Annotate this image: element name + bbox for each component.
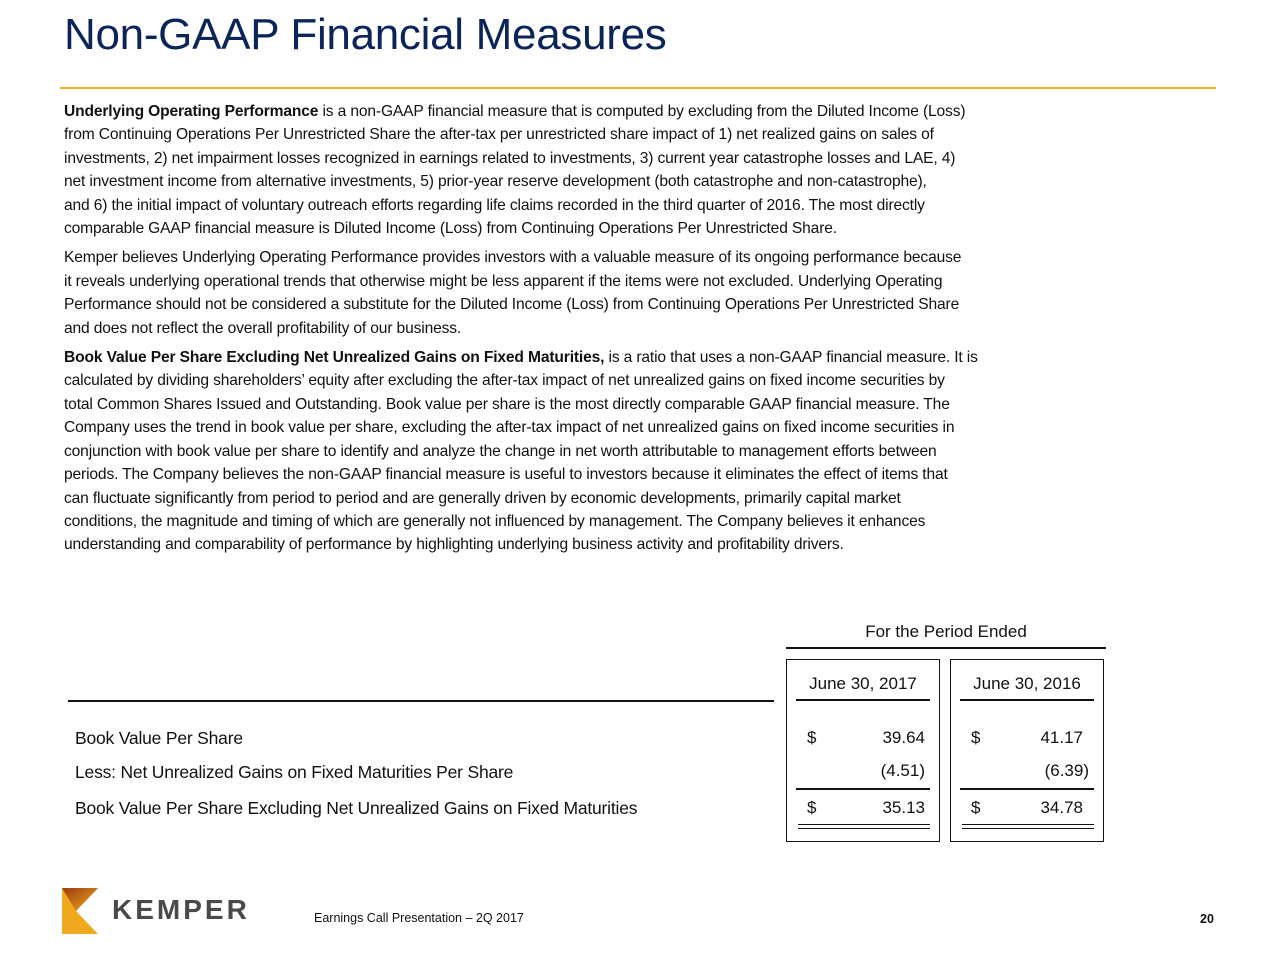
text-line: and does not reflect the overall profitability of our business.	[64, 319, 462, 337]
row-label-net-unrealized-gains: Less: Net Unrealized Gains on Fixed Maturities Per Share	[75, 762, 514, 782]
paragraph-underlying-operating-performance	[64, 100, 1224, 240]
text-line: understanding and comparability of performance by highlighting underlying business activity and profitability drivers.	[64, 536, 844, 554]
footer-presentation-title: Earnings Call Presentation – 2Q 2017	[314, 911, 524, 925]
column-june-2016	[950, 659, 1104, 842]
column-june-2017	[786, 659, 940, 842]
body-text	[64, 100, 1224, 563]
subtotal-rule	[960, 788, 1094, 790]
currency-symbol: $	[971, 728, 981, 747]
text-line: conditions, the magnitude and timing of which are generally not influenced by management. The Company believes it enhances	[64, 512, 926, 530]
text-line: Company uses the trend in book value per share, excluding the after-tax impact of net unrealized gains on fixed income securities in	[64, 419, 955, 437]
text-line	[64, 346, 1224, 369]
total-double-rule	[962, 824, 1094, 829]
total-double-rule	[798, 824, 930, 829]
subtotal-rule	[796, 788, 930, 790]
column-header: June 30, 2016	[973, 674, 1081, 693]
text-line: calculated by dividing shareholders’ equity after excluding the after-tax impact of net unrealized gains on fixed income securities by	[64, 372, 945, 390]
text-line: and 6) the initial impact of voluntary outreach efforts regarding life claims recorded in the third quarter of 2016. The most directly	[64, 196, 925, 214]
cell-value: 41.17	[1040, 728, 1083, 747]
row-label-book-value-excluding: Book Value Per Share Excluding Net Unrealized Gains on Fixed Maturities	[75, 798, 638, 818]
page-number: 20	[1200, 912, 1214, 926]
page-title: Non-GAAP Financial Measures	[64, 10, 667, 59]
paragraph-kemper-believes	[64, 246, 1224, 340]
text-line: conjunction with book value per share to identify and analyze the change in net worth attributable to management efforts between	[64, 442, 937, 460]
column-header: June 30, 2017	[809, 674, 917, 693]
cell-value: (4.51)	[880, 761, 925, 780]
currency-symbol: $	[971, 798, 981, 817]
cell-value: (6.39)	[1044, 761, 1089, 780]
period-header-rule	[786, 647, 1106, 649]
cell-value: 34.78	[1040, 798, 1083, 817]
text-line: from Continuing Operations Per Unrestricted Share the after-tax per unrestricted share impact of 1) net realized gains on sales of	[64, 126, 934, 144]
text-line	[64, 100, 1224, 123]
text-line: Kemper believes Underlying Operating Performance provides investors with a valuable measure of its ongoing performance because	[64, 249, 962, 267]
column-header-rule	[796, 699, 930, 701]
kemper-logo-text: KEMPER	[112, 894, 250, 925]
text-line: periods. The Company believes the non-GAAP financial measure is useful to investors because it eliminates the effect of items that	[64, 466, 948, 484]
currency-symbol: $	[807, 728, 817, 747]
kemper-logo-mark	[62, 888, 98, 934]
paragraph-book-value-per-share	[64, 346, 1224, 557]
text-line: can fluctuate significantly from period to period and are generally driven by economic developments, primarily capital market	[64, 489, 901, 507]
text-line: it reveals underlying operational trends that otherwise might be less apparent if the items were not excluded. Underlying Operating	[64, 272, 943, 290]
title-divider	[60, 87, 1216, 89]
text-line: total Common Shares Issued and Outstanding. Book value per share is the most directly comparable GAAP financial measure. The	[64, 395, 950, 413]
cell-value: 35.13	[882, 798, 925, 817]
term-book-value-excluding: Book Value Per Share Excluding Net Unrealized Gains on Fixed Maturities,	[64, 349, 605, 367]
cell-value: 39.64	[882, 728, 925, 747]
text-line: comparable GAAP financial measure is Diluted Income (Loss) from Continuing Operations Per Unrestricted Share.	[64, 220, 837, 238]
label-column-rule	[68, 700, 774, 702]
column-header-rule	[960, 699, 1094, 701]
text-fragment: is a non-GAAP financial measure that is computed by excluding from the Diluted Income (Loss)	[318, 103, 966, 120]
term-underlying-operating-performance: Underlying Operating Performance	[64, 103, 319, 120]
row-label-book-value-per-share: Book Value Per Share	[75, 728, 243, 748]
period-header: For the Period Ended	[865, 622, 1027, 641]
text-line: Performance should not be considered a substitute for the Diluted Income (Loss) from Continuing Operations Per Unrestricted Share	[64, 296, 960, 314]
text-line: investments, 2) net impairment losses recognized in earnings related to investments, 3) current year catastrophe losses and LAE, 4)	[64, 149, 956, 167]
text-fragment: is a ratio that uses a non-GAAP financial measure. It is	[604, 349, 978, 367]
currency-symbol: $	[807, 798, 817, 817]
text-line: net investment income from alternative investments, 5) prior-year reserve development (both catastrophe and non-catastrophe),	[64, 173, 927, 191]
